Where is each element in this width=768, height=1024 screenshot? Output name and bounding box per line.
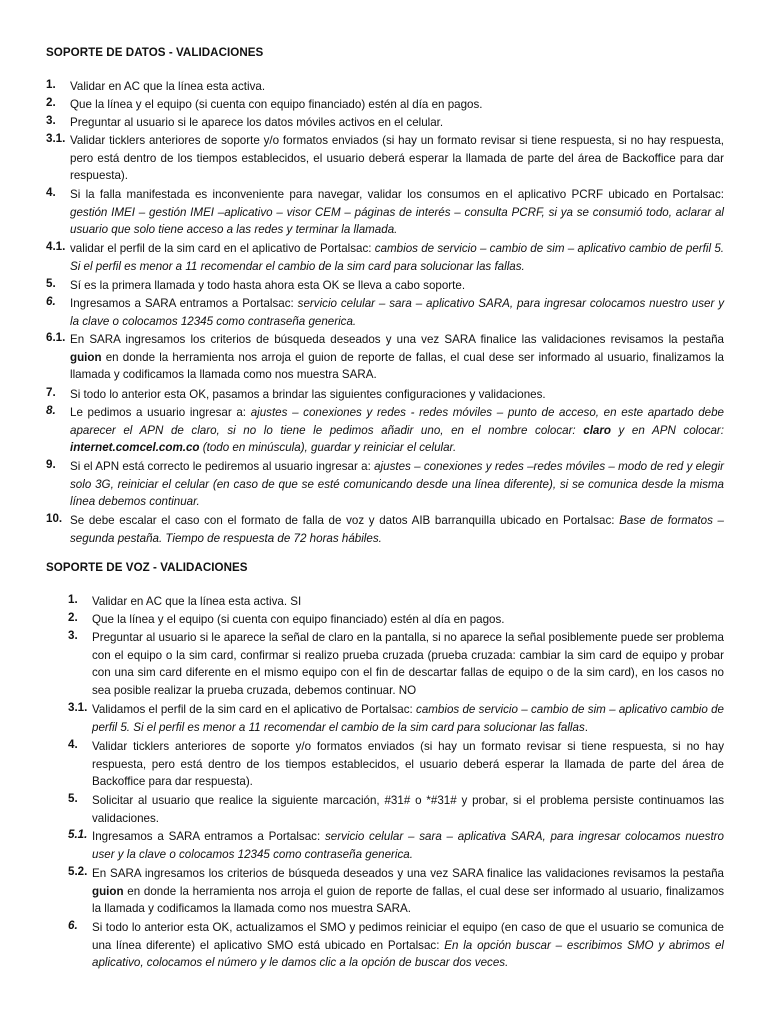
item-number: 3. — [68, 629, 78, 642]
item-text: Le pedimos a usuario ingresar a: ajustes – conexiones y redes - redes móviles – punto de acceso, en este apartado debe aparecer el APN de claro, si no lo tiene le pedimos añadir uno, en el nombre colocar: claro y en APN colocar: internet.comcel.com.co (todo en minúscula), guardar y reiniciar el celular. — [70, 406, 724, 454]
item-number: 3.1. — [46, 132, 66, 145]
item-text: En SARA ingresamos los criterios de búsqueda deseados y una vez SARA finalice las validaciones revisamos la pestaña guion en donde la herramienta nos arroja el guion de reporte de fallas, el cual dese ser informado al usuario, finalizamos la llamada y codificamos la llamada como nos muestra SARA. — [92, 867, 724, 915]
item-text: Validamos el perfil de la sim card en el aplicativo de Portalsac: cambios de servicio – cambio de sim – aplicativo cambio de perfil 5. Si el perfil es menor a 11 recomendar el cambio de la sim card para solucionar las fallas. — [92, 703, 724, 734]
item-number: 3. — [46, 114, 56, 127]
item-number: 1. — [46, 78, 56, 91]
item-text: Se debe escalar el caso con el formato de falla de voz y datos AIB barranquilla ubicado en Portalsac: Base de formatos – segunda pestaña. Tiempo de respuesta de 72 horas hábiles. — [70, 514, 724, 545]
item-number: 5. — [46, 277, 56, 290]
item-text: validar el perfil de la sim card en el aplicativo de Portalsac: cambios de servicio – cambio de sim – aplicativo cambio de perfil 5. Si el perfil es menor a 11 recomendar el cambio de la sim card para solucionar las fallas. — [70, 242, 724, 273]
item-number: 5.2. — [68, 865, 88, 878]
item-text: Ingresamos a SARA entramos a Portalsac: servicio celular – sara – aplicativo SARA, para ingresar colocamos nuestro user y la clave o colocamos 12345 como contraseña generica. — [70, 297, 724, 328]
item-number: 2. — [68, 611, 78, 624]
item-number: 9. — [46, 458, 56, 471]
item-number: 8. — [46, 404, 56, 417]
item-number: 6. — [46, 295, 56, 308]
item-number: 1. — [68, 593, 78, 606]
item-number: 7. — [46, 386, 56, 399]
item-text: Sí es la primera llamada y todo hasta ahora esta OK se lleva a cabo soporte. — [70, 279, 466, 292]
item-number: 6.1. — [46, 331, 66, 344]
item-text: Validar ticklers anteriores de soporte y/o formatos enviados (si hay un formato revisar si tiene respuesta, si no hay respuesta, pero está dentro de los tiempos establecidos, el usuario deberá esperar la llamada de parte del área de Backoffice para dar respuesta). — [70, 134, 724, 182]
item-text: Que la línea y el equipo (si cuenta con equipo financiado) estén al día en pagos. — [92, 613, 505, 626]
item-text: Si la falla manifestada es inconveniente para navegar, validar los consumos en el aplicativo PCRF ubicado en Portalsac: gestión IMEI – gestión IMEI –aplicativo – visor CEM – páginas de interés – consulta PCRF, si ya se consumió todo, aclarar al usuario que solo tiene acceso a las redes y terminar la llamada. — [70, 188, 724, 236]
item-number: 5.1. — [68, 828, 88, 841]
item-text: Validar en AC que la línea esta activa. — [70, 80, 266, 93]
item-text: Si todo lo anterior esta OK, actualizamos el SMO y pedimos reiniciar el equipo (en caso de que el usuario se comunica de una línea diferente) el aplicativo SMO está ubicado en Portalsac: En la opción buscar – escribimos SMO y abrimos el aplicativo, colocamos el número y le damos clic a la opción de buscar dos veces. — [92, 921, 724, 969]
item-number: 6. — [68, 919, 78, 932]
datos-heading: SOPORTE DE DATOS - VALIDACIONES — [46, 46, 264, 59]
item-number: 10. — [46, 512, 63, 525]
item-text: Que la línea y el equipo (si cuenta con equipo financiado) estén al día en pagos. — [70, 98, 483, 111]
item-text: Solicitar al usuario que realice la siguiente marcación, #31# o *#31# y probar, si el problema persiste continuamos las validaciones. — [92, 794, 724, 825]
voz-heading: SOPORTE DE VOZ - VALIDACIONES — [46, 561, 248, 574]
item-text: Validar en AC que la línea esta activa. SI — [92, 595, 302, 608]
item-text: En SARA ingresamos los criterios de búsqueda deseados y una vez SARA finalice las validaciones revisamos la pestaña guion en donde la herramienta nos arroja el guion de reporte de fallas, el cual dese ser informado al usuario, finalizamos la llamada y codificamos la llamada como nos muestra SARA. — [70, 333, 724, 381]
item-number: 4. — [46, 186, 56, 199]
item-number: 3.1. — [68, 701, 88, 714]
item-text: Validar ticklers anteriores de soporte y/o formatos enviados (si hay un formato revisar si tiene respuesta, si no hay respuesta, pero está dentro de los tiempos establecidos, el usuario deberá esperar la llamada de parte del área de Backoffice para dar respuesta). — [92, 740, 724, 788]
item-text: Si el APN está correcto le pediremos al usuario ingresar a: ajustes – conexiones y redes –redes móviles – modo de red y elegir solo 3G, reiniciar el celular (en caso de que se esté comunicando desde una línea diferente), si se comunica desde la misma línea debemos continuar. — [70, 460, 725, 508]
item-text: Ingresamos a SARA entramos a Portalsac: servicio celular – sara – aplicativa SARA, para ingresar colocamos nuestro user y la clave o colocamos 12345 como contraseña generica. — [92, 830, 724, 861]
item-number: 2. — [46, 96, 56, 109]
item-number: 4.1. — [46, 240, 66, 253]
item-text: Si todo lo anterior esta OK, pasamos a brindar las siguientes configuraciones y validaciones. — [70, 388, 546, 401]
item-number: 4. — [68, 738, 78, 751]
item-number: 5. — [68, 792, 78, 805]
item-text: Preguntar al usuario si le aparece la señal de claro en la pantalla, si no aparece la señal posiblemente puede ser problema con el equipo o la sim card, confirmar si realizo prueba cruzada (prueba cruzada: cambiar la sim card de equipo y probar con una sim card diferente en el mismo equipo con el fin de descartar fallas de equipo o de la sim card), en los casos no sea posible realizar la prueba cruzada, debemos continuar. NO — [92, 631, 724, 697]
item-text: Preguntar al usuario si le aparece los datos móviles activos en el celular. — [70, 116, 444, 129]
